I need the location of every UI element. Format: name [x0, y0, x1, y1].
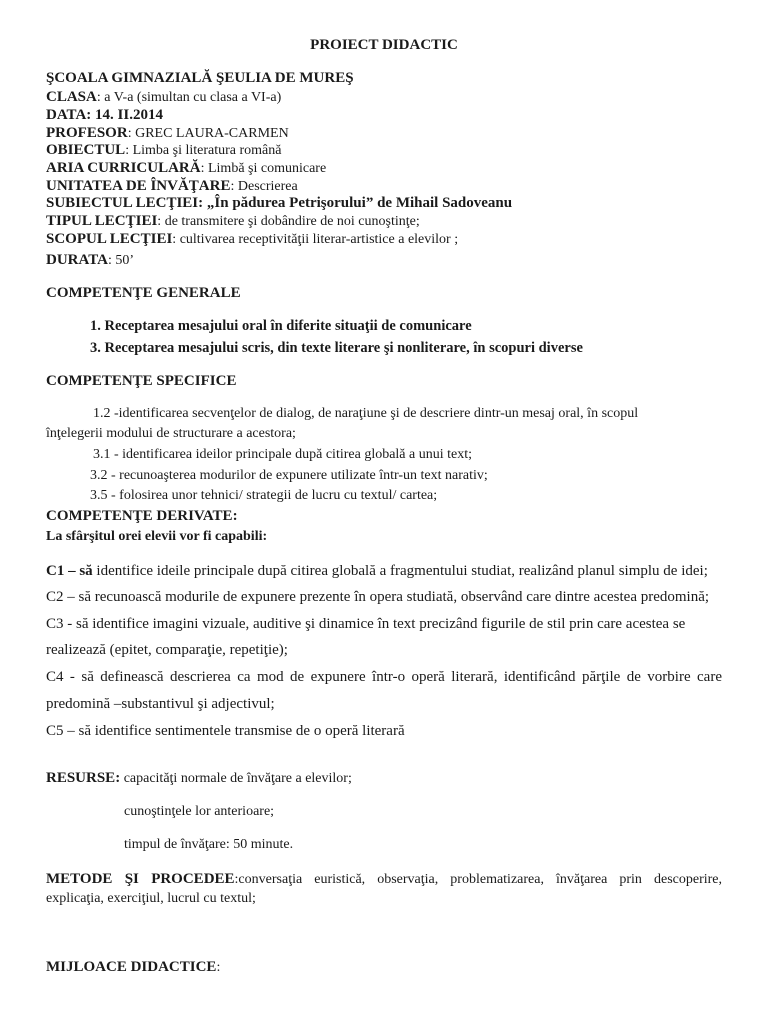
mijloace-didactice-heading: MIJLOACE DIDACTICE: — [46, 959, 221, 975]
objective-c4: C4 - să definească descrierea ca mod de expunere într-o operă literară, identificând părţile de vorbire care — [46, 669, 722, 685]
school-name: ŞCOALA GIMNAZIALĂ ŞEULIA DE MUREŞ — [46, 70, 354, 86]
resurse-item-3: timpul de învăţare: 50 minute. — [124, 837, 294, 852]
metode-line: METODE ŞI PROCEDEE:conversaţia euristică, observaţia, problematizarea, învăţarea prin descoperire, — [46, 871, 722, 887]
competenta-specifica-3-5: 3.5 - folosirea unor tehnici/ strategii de lucru cu textul/ cartea; — [90, 488, 438, 503]
competenta-specifica-1-2: 1.2 -identificarea secvenţelor de dialog, de naraţiune şi de descriere dintr-un mesaj oral, în scopul — [93, 406, 639, 421]
field-obiectul: OBIECTUL: Limba şi literatura română — [46, 142, 282, 158]
metode-line-cont: explicaţia, exerciţiul, lucrul cu textul; — [46, 891, 256, 906]
field-clasa: CLASA: a V-a (simultan cu clasa a VI-a) — [46, 89, 282, 105]
competenta-specifica-3-1: 3.1 - identificarea ideilor principale după citirea globală a unui text; — [93, 447, 473, 462]
objective-c3-cont: realizează (epitet, comparaţie, repetiţie); — [46, 642, 288, 658]
resurse-item-2: cunoştinţele lor anterioare; — [124, 804, 275, 819]
competente-specifice-heading: COMPETENŢE SPECIFICE — [46, 373, 237, 389]
competenta-specifica-3-2: 3.2 - recunoaşterea modurilor de expunere utilizate într-un text narativ; — [90, 468, 488, 483]
objective-c3: C3 - să identifice imagini vizuale, auditive şi dinamice în text precizând figurile de stil prin care acestea se — [46, 616, 686, 632]
competenta-generala-3: 3. Receptarea mesajului scris, din texte literare şi nonliterare, în scopuri diverse — [90, 340, 583, 356]
objective-c4-cont: predomină –substantivul şi adjectivul; — [46, 696, 275, 712]
competenta-generala-1: 1. Receptarea mesajului oral în diferite situaţii de comunicare — [90, 318, 472, 334]
competente-derivate-heading: COMPETENŢE DERIVATE: — [46, 508, 238, 524]
field-profesor: PROFESOR: GREC LAURA-CARMEN — [46, 125, 289, 141]
field-durata: DURATA: 50’ — [46, 252, 135, 268]
competenta-specifica-1-2-cont: înţelegerii modului de structurare a acestora; — [46, 426, 296, 441]
resurse-line: RESURSE: capacităţi normale de învăţare a elevilor; — [46, 770, 352, 786]
field-data: DATA: 14. II.2014 — [46, 107, 163, 123]
objective-c5: C5 – să identifice sentimentele transmise de o operă literară — [46, 723, 405, 739]
competente-derivate-intro: La sfârşitul orei elevii vor fi capabili: — [46, 529, 268, 544]
field-tipul-lectiei: TIPUL LECŢIEI: de transmitere şi dobândire de noi cunoştinţe; — [46, 213, 420, 229]
objective-c1: C1 – să identifice ideile principale după citirea globală a fragmentului studiat, realizând planul simplu de idei; — [46, 563, 708, 579]
document-title: PROIECT DIDACTIC — [310, 37, 458, 53]
objective-c2: C2 – să recunoască modurile de expunere prezente în opera studiată, observând care dintre acestea predomină; — [46, 589, 710, 605]
field-unitatea-de-invatare: UNITATEA DE ÎNVĂŢARE: Descrierea — [46, 178, 298, 194]
field-scopul-lectiei: SCOPUL LECŢIEI: cultivarea receptivităţii literar-artistice a elevilor ; — [46, 231, 459, 247]
field-aria-curriculara: ARIA CURRICULARĂ: Limbă şi comunicare — [46, 160, 327, 176]
field-subiectul-lectiei: SUBIECTUL LECŢIEI: „În pădurea Petrişorului” de Mihail Sadoveanu — [46, 195, 513, 211]
competente-generale-heading: COMPETENŢE GENERALE — [46, 285, 241, 301]
